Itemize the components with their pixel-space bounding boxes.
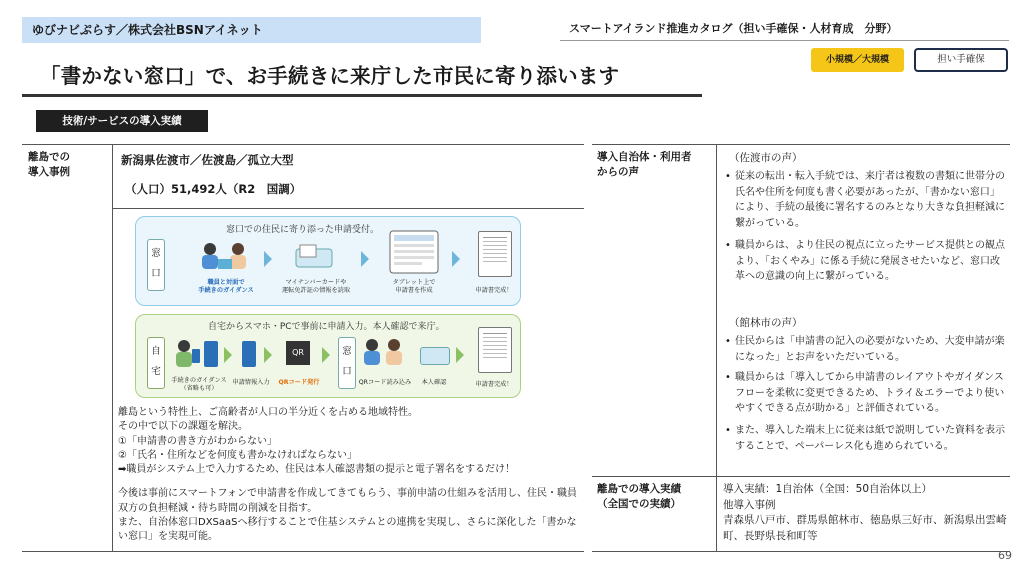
voice-heading-sado: （佐渡市の声）	[729, 152, 803, 164]
id-card-reader-icon	[420, 347, 450, 365]
page-number: 69	[998, 549, 1012, 562]
window-tag: 窓口	[147, 239, 165, 291]
left-table-bottom-rule	[22, 551, 584, 552]
voice-bullet: • 職員からは、より住民の視点に立ったサービス提供との観点より、「おくやみ」に係る手続に発展させたいなど、窓口改革への意識の向上に繋がっている。	[725, 238, 1005, 285]
diagram-title: 自宅からスマホ・PCで事前に申請入力。本人確認で来庁。	[208, 322, 445, 332]
voice-bullet: • 職員からは「導入してから申請書のレイアウトやガイダンスフローを柔軟に変更できるため、トライ＆エラーでより使いやすくできる点が助かる」と評価されている。	[725, 370, 1005, 417]
body-line: ①「申請書の書き方がわからない」	[118, 435, 277, 447]
catalog-underline	[560, 40, 1009, 41]
voice-heading-tatebayashi: （館林市の声）	[729, 317, 803, 329]
results-other-label: 他導入事例	[723, 498, 776, 511]
person-smartphone-icon	[174, 339, 202, 369]
left-table-top-rule	[22, 144, 584, 145]
voice-bullet-text: 職員からは、より住民の視点に立ったサービス提供との観点より、「おくやみ」に係る手続に発展させたいなど、窓口改革への意識の向上に繋がっている。	[735, 240, 1005, 282]
results-text	[723, 482, 1008, 544]
right-table-bottom-rule	[592, 551, 1010, 552]
flow-arrow-icon	[361, 251, 369, 267]
window-flow-diagram	[135, 216, 521, 306]
flow-arrow-icon	[224, 347, 232, 363]
staff-scan-illustration	[362, 337, 404, 371]
flow-arrow-icon	[264, 251, 272, 267]
body-line: また、自治体窓口DXSaaSへ移行することで住基システムとの連携を実現し、さらに深化した「書かない窓口」を実現可能。	[118, 517, 577, 543]
results-row-header: 離島での導入実績 （全国での実績）	[597, 483, 681, 510]
results-list: 青森県八戸市、群馬県館林市、徳島県三好市、新潟県出雲崎町、長野県長和町等	[723, 514, 1007, 542]
top-label: ゆびナビぷらす／株式会社BSNアイネット	[22, 17, 481, 43]
staff-customer-illustration	[198, 241, 254, 275]
body-line: 離島という特性上、ご高齢者が人口の半分近くを占める地域特性。	[118, 407, 418, 418]
right-table-mid-rule	[592, 476, 1010, 477]
body-line: その中で以下の課題を解決。	[118, 421, 248, 433]
page-title: 「書かない窓口」で、お手続きに来庁した市民に寄り添います	[40, 64, 620, 88]
caption-id-check: 本人確認	[421, 379, 447, 386]
caption-complete: 申請書完成！	[475, 287, 513, 294]
window-tag: 窓口	[338, 337, 356, 389]
right-table-divider	[716, 144, 717, 551]
flow-arrow-icon	[456, 347, 464, 363]
caption-card-read: マイナンバーカードや 運転免許証の情報を読取	[281, 279, 351, 294]
voices-row-header: 導入自治体・利用者 からの声	[597, 151, 692, 178]
caption-guidance-home: 手続きのガイダンス （省略も可）	[171, 377, 227, 392]
voice-bullet: • 従来の転出・転入手続では、来庁者は複数の書類に世帯分の氏名や住所を何度も書く必要があったが、「書かない窓口」により、手続の最後に署名するのみとなり大きな負担軽減に繋がっている。	[725, 169, 1005, 231]
caption-qr-issue: QRコード発行	[278, 379, 320, 386]
theme-badge: 担い手確保	[914, 48, 1008, 72]
flow-arrow-icon	[452, 251, 460, 267]
voice-bullet: • また、導入した端末上に従来は紙で説明していた資料を表示することで、ペーパーレス化も進められている。	[725, 423, 1005, 454]
location-text: 新潟県佐渡市／佐渡島／孤立大型	[121, 153, 294, 167]
body-line: 今後は事前にスマートフォンで申請書を作成してきてもらう、事前申請の仕組みを活用し、住民・職員双方の負担軽減・待ち時間の削減を目指す。	[118, 488, 577, 514]
voice-bullet-text: また、導入した端末上に従来は紙で説明していた資料を表示することで、ペーパーレス化も進められている。	[735, 425, 1005, 452]
flow-arrow-icon	[322, 347, 330, 363]
caption-input: 申請情報入力	[232, 379, 270, 386]
caption-guidance: 職員と対面で 手続きのガイダンス	[198, 279, 254, 294]
left-table-mid-rule	[112, 208, 584, 209]
voice-bullet-text: 従来の転出・転入手続では、来庁者は複数の書類に世帯分の氏名や住所を何度も書く必要があったが、「書かない窓口」により、手続の最後に署名するのみとなり大きな負担軽減に繋がっている。	[735, 171, 1005, 229]
completed-form-icon	[478, 231, 512, 277]
results-count: 導入実績：1自治体（全国：50自治体以上）	[723, 483, 933, 495]
caption-complete: 申請書完成！	[475, 381, 513, 388]
body-spacer	[118, 477, 580, 487]
voice-bullet: • 住民からは「申請書の記入の必要がないため、大変申請が楽になった」とお声をいただいている。	[725, 334, 1005, 365]
smartphone-input-icon	[242, 341, 256, 367]
scale-badge: 小規模／大規模	[811, 48, 904, 72]
diagram-title: 窓口での住民に寄り添った申請受付。	[226, 225, 380, 235]
home-tag: 自宅	[147, 337, 165, 389]
left-table-divider	[112, 144, 113, 551]
completed-form-icon	[478, 327, 512, 373]
catalog-label: スマートアイランド推進カタログ（担い手確保・人材育成 分野）	[569, 22, 898, 35]
body-line: ➡職員がシステム上で入力するため、住民は本人確認書類の提示と電子署名をするだけ！	[118, 464, 515, 476]
title-rule	[22, 94, 702, 97]
right-table-top-rule	[592, 144, 1010, 145]
body-line: ②「氏名・住所などを何度も書かなければならない」	[118, 449, 357, 461]
population-text: （人口）51,492人（R2 国調）	[125, 182, 302, 196]
pre-application-flow-diagram	[135, 314, 521, 398]
flow-arrow-icon	[264, 347, 272, 363]
caption-tablet: タブレット上で 申請書を作成	[392, 279, 436, 294]
tablet-form-icon	[388, 229, 440, 275]
caption-qr-read: QRコード読み込み	[358, 379, 412, 386]
voice-bullet-text: 住民からは「申請書の記入の必要がないため、大変申請が楽になった」とお声をいただいている。	[735, 336, 1005, 363]
qr-code-icon: QR	[286, 341, 310, 365]
smartphone-icon	[204, 341, 218, 367]
section-label: 技術/サービスの導入実績	[36, 110, 208, 132]
case-row-header: 離島での 導入事例	[28, 151, 70, 178]
card-reader-icon	[294, 243, 334, 269]
voice-bullet-text: 職員からは「導入してから申請書のレイアウトやガイダンスフローを柔軟に変更できるため、トライ＆エラーでより使いやすくできる点が助かる」と評価されている。	[735, 372, 1005, 414]
case-description	[118, 406, 580, 545]
